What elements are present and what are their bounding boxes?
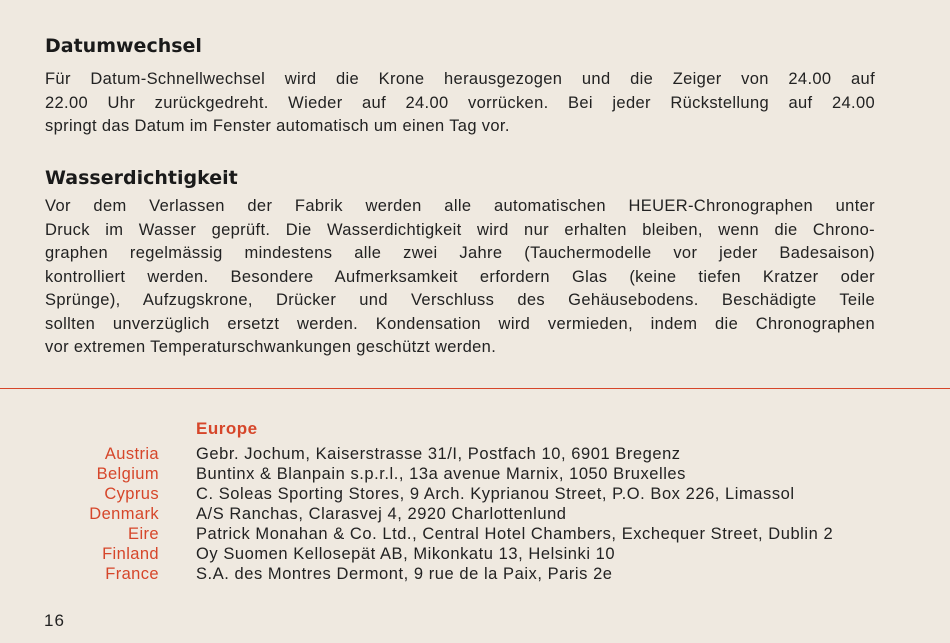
text-line: graphen regelmässig mindestens alle zwei Jahre (Tauchermodelle vor jeder Badesaison) [45,244,875,262]
address-text: Oy Suomen Kellosepät AB, Mikonkatu 13, Helsinki 10 [196,545,616,563]
address-text: Patrick Monahan & Co. Ltd., Central Hotel Chambers, Exchequer Street, Dublin 2 [196,525,834,543]
country-label: Eire [128,525,159,543]
page-number: 16 [44,611,65,630]
region-heading: Europe [196,419,258,438]
text-line: vor extremen Temperaturschwankungen geschützt werden. [45,338,497,356]
text-line: springt das Datum im Fenster automatisch um einen Tag vor. [45,117,510,135]
text-line: Sprünge), Aufzugskrone, Drücker und Verschluss des Gehäusebodens. Beschädigte Teile [45,291,875,309]
paragraph-datumwechsel [45,68,875,139]
country-label: Cyprus [104,485,159,503]
directory-row [0,445,950,465]
heading-datumwechsel: Datumwechsel [45,35,202,57]
text-line: 22.00 Uhr zurückgedreht. Wieder auf 24.00 vorrücken. Bei jeder Rückstellung auf 24.00 [45,93,875,112]
heading-wasserdichtigkeit: Wasserdichtigkeit [45,167,238,189]
text-line: Vor dem Verlassen der Fabrik werden alle automatischen HEUER-Chronographen unter [45,197,875,215]
country-label: Austria [104,445,159,463]
directory-row [0,465,950,485]
directory-row [0,485,950,505]
directory-row [0,525,950,545]
text-line: Druck im Wasser geprüft. Die Wasserdichtigkeit wird nur erhalten bleiben, wenn die Chrono- [45,220,875,239]
directory-row [0,505,950,525]
country-label: France [105,565,159,583]
paragraph-wasserdichtigkeit [45,195,875,360]
address-text: Gebr. Jochum, Kaiserstrasse 31/I, Postfach 10, 6901 Bregenz [196,445,681,463]
address-text: Buntinx & Blanpain s.p.r.l., 13a avenue Marnix, 1050 Bruxelles [196,465,686,483]
text-line: kontrolliert werden. Besondere Aufmerksamkeit erfordern Glas (keine tiefen Kratzer oder [45,267,875,286]
text-line: Für Datum-Schnellwechsel wird die Krone herausgezogen und die Zeiger von 24.00 auf [45,70,875,88]
directory-row [0,545,950,565]
country-label: Finland [102,545,159,563]
address-directory [0,445,950,585]
address-text: S.A. des Montres Dermont, 9 rue de la Paix, Paris 2e [196,565,613,583]
text-line: sollten unverzüglich ersetzt werden. Kondensation wird vermieden, indem die Chronographen [45,314,875,333]
directory-row [0,565,950,585]
section-divider [0,388,950,389]
address-text: A/S Ranchas, Clarasvej 4, 2920 Charlottenlund [196,505,567,523]
country-label: Belgium [96,465,159,483]
address-text: C. Soleas Sporting Stores, 9 Arch. Kyprianou Street, P.O. Box 226, Limassol [196,485,795,503]
country-label: Denmark [89,505,159,523]
